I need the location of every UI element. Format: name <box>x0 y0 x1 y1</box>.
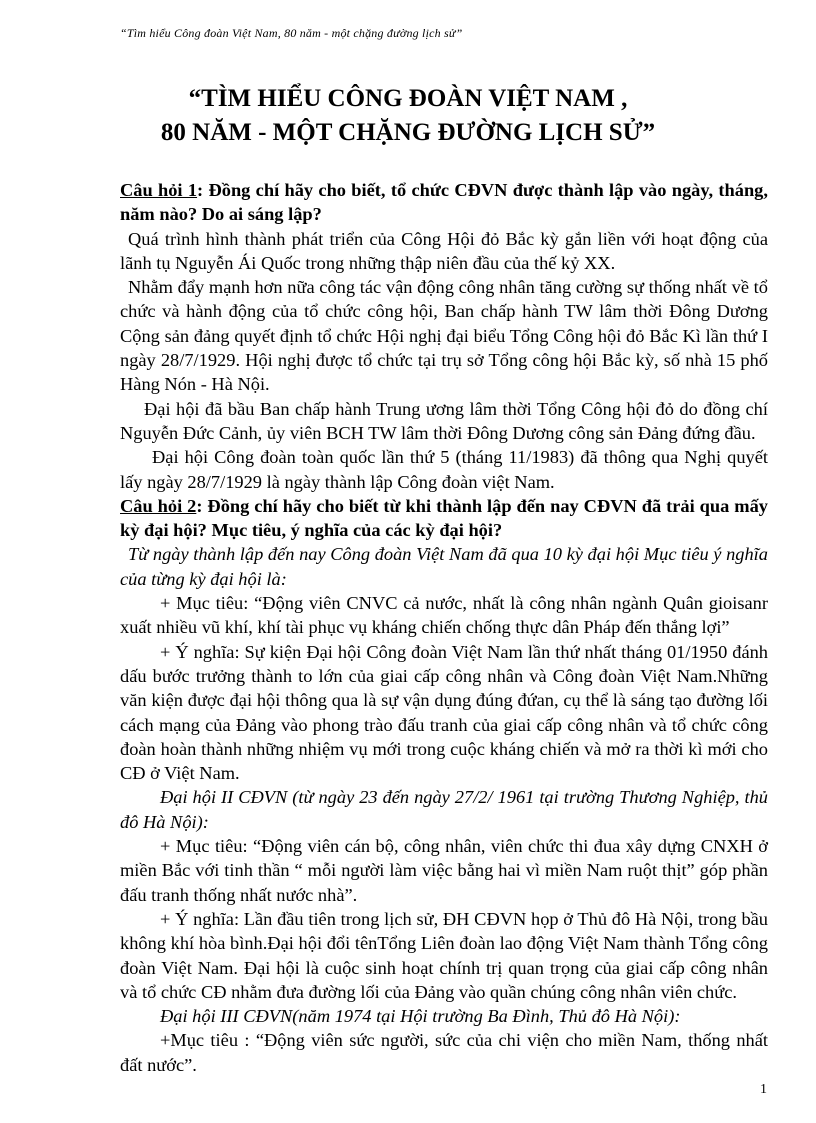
congress-1-meaning: + Ý nghĩa: Sự kiện Đại hội Công đoàn Việt Nam lần thứ nhất tháng 01/1950 đánh dấu bước trưởng thành to lớn của giai cấp công nhân và Công đoàn Việt Nam.Những văn kiện được đại hội thông qua là sự vận dụng đúng đứan, cụ thể là sáng tạo đường lối cách mạng của Đảng vào phong trào đấu tranh của giai cấp công nhân và tổ chức công đoàn hoàn thành những nhiệm vụ mới trong cuộc kháng chiến và mở ra thời kì mới cho CĐ ở Việt Nam. <box>120 641 768 784</box>
question-2 <box>120 494 768 543</box>
document-body <box>120 178 768 1077</box>
title-line-1: “TÌM HIỂU CÔNG ĐOÀN VIỆT NAM , <box>188 85 628 112</box>
question-1 <box>120 178 768 227</box>
congress-3-goal: +Mục tiêu : “Động viên sức người, sức của chi viện cho miền Nam, thống nhất đất nước”. <box>120 1030 768 1075</box>
congress-3-heading: Đại hội III CĐVN(năm 1974 tại Hội trường Ba Đình, Thủ đô Hà Nội): <box>160 1006 681 1027</box>
page-number: 1 <box>760 1082 767 1097</box>
q2-intro: Từ ngày thành lập đến nay Công đoàn Việt Nam đã qua 10 kỳ đại hội Mục tiêu ý nghĩa của từng kỳ đại hội là: <box>120 544 768 589</box>
q1-paragraph: Đại hội đã bầu Ban chấp hành Trung ương lâm thời Tổng Công hội đỏ do đồng chí Nguyễn Đức Cảnh, ủy viên BCH TW lâm thời Đông Dương công sản Đảng đứng đầu. <box>120 398 768 443</box>
question-2-label: Câu hỏi 2 <box>120 495 197 516</box>
q1-paragraph: Nhằm đẩy mạnh hơn nữa công tác vận động công nhân tăng cường sự thống nhất về tổ chức và hành động của tổ chức công hội, Ban chấp hành TW lâm thời Đông Dương Cộng sản đảng quyết định tổ chức Hội nghị đại biểu Tổng Công hội đỏ Bắc Kì lần thứ I ngày 28/7/1929. Hội nghị được tổ chức tại trụ sở Tổng công hội Bắc kỳ, số nhà 15 phố Hàng Nón - Hà Nội. <box>120 277 768 395</box>
congress-1-goal: + Mục tiêu: “Động viên CNVC cả nước, nhất là công nhân ngành Quân gioisanr xuất nhiều vũ khí, khí tài phục vụ kháng chiến chống thực dân Pháp đến thắng lợi” <box>120 593 768 638</box>
congress-2-heading: Đại hội II CĐVN (từ ngày 23 đến ngày 27/2/ 1961 tại trường Thương Nghiệp, thủ đô Hà Nội): <box>120 787 768 832</box>
question-1-text: : Đồng chí hãy cho biết, tổ chức CĐVN được thành lập vào ngày, tháng, năm nào? Do ai sáng lập? <box>120 180 768 225</box>
document-title <box>0 82 816 150</box>
q1-paragraph: Đại hội Công đoàn toàn quốc lần thứ 5 (tháng 11/1983) đã thông qua Nghị quyết lấy ngày 28/7/1929 là ngày thành lập Công đoàn việt Nam. <box>120 447 768 492</box>
question-1-label: Câu hỏi 1 <box>120 180 198 200</box>
title-line-2: 80 NĂM - MỘT CHẶNG ĐƯỜNG LỊCH SỬ” <box>160 119 656 146</box>
running-header: “Tìm hiểu Công đoàn Việt Nam, 80 năm - một chặng đường lịch sử” <box>120 26 463 40</box>
question-2-text: : Đồng chí hãy cho biết từ khi thành lập đến nay CĐVN đã trải qua mấy kỳ đại hội? Mục tiêu, ý nghĩa của các kỳ đại hội? <box>120 495 768 541</box>
congress-2-meaning: + Ý nghĩa: Lần đầu tiên trong lịch sử, ĐH CĐVN họp ở Thủ đô Hà Nội, trong bầu không khí hòa bình.Đại hội đổi tênTổng Liên đoàn lao động Việt Nam thành Tổng công đoàn Việt Nam. Đại hội là cuộc sinh hoạt chính trị quan trọng của giai cấp công nhân và tổ chức CĐ nhằm đưa đường lối của Đảng vào quần chúng công nhân viên chức. <box>120 908 768 1002</box>
q1-paragraph: Quá trình hình thành phát triển của Công Hội đỏ Bắc kỳ gắn liền với hoạt động của lãnh tụ Nguyễn Ái Quốc trong những thập niên đầu của thế kỷ XX. <box>120 228 768 273</box>
congress-2-goal: + Mục tiêu: “Động viên cán bộ, công nhân, viên chức thi đua xây dựng CNXH ở miền Bắc với tinh thần “ mỗi người làm việc bằng hai vì miền Nam ruột thịt” góp phần đấu tranh thống nhất nước nhà”. <box>120 836 768 905</box>
